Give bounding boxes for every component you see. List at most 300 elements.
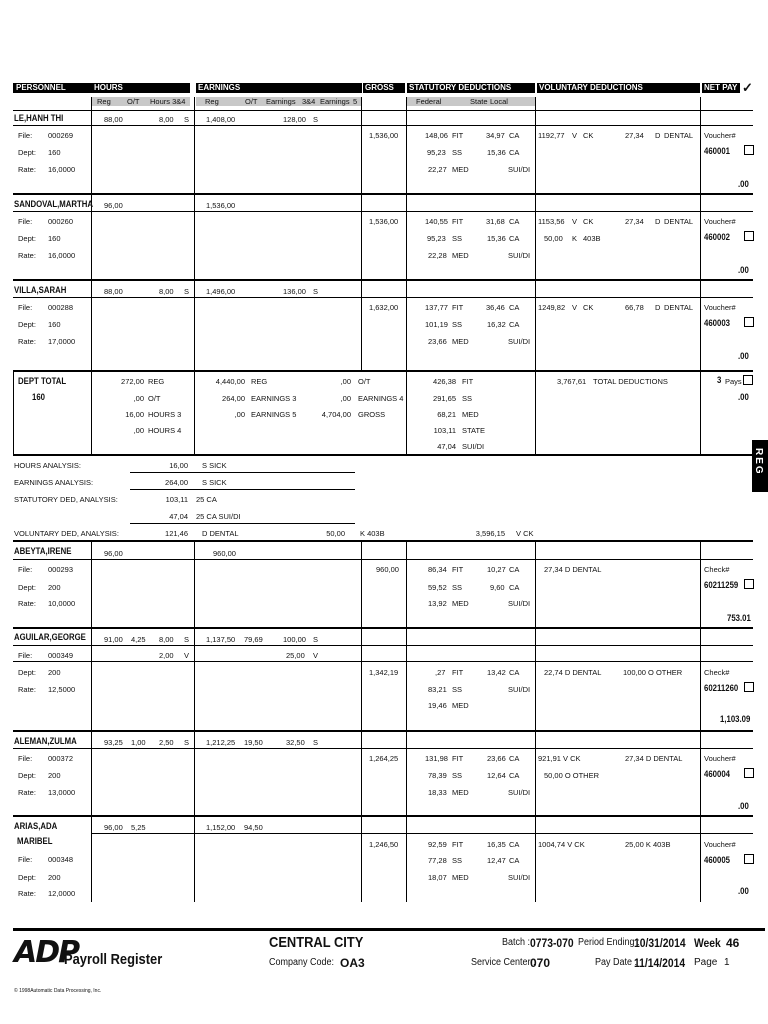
adp-logo: ADP	[14, 935, 79, 970]
company-code-label: Company Code:	[269, 957, 335, 968]
stat-fit: 131,98	[425, 754, 448, 763]
stat-med: 23,66	[428, 337, 447, 346]
stat-ss-label: SS	[452, 583, 463, 592]
stat-fit-label: FIT	[452, 668, 464, 677]
dept-stat-label: STATE	[462, 426, 486, 435]
hours-ot: 4,25	[131, 635, 146, 644]
header-net-pay: NET PAY	[702, 83, 740, 93]
stat-state2: 16,32	[487, 320, 506, 329]
checkbox[interactable]	[744, 579, 754, 589]
stat-fit-label: FIT	[452, 131, 464, 140]
stat-state2: 15,36	[487, 234, 506, 243]
stat-fit-label: FIT	[452, 840, 464, 849]
dept-number: 200	[48, 668, 61, 677]
rate-label: Rate:	[18, 165, 36, 174]
earn-reg: 1,536,00	[206, 201, 236, 210]
dept-number: 200	[48, 771, 61, 780]
stat-fit-label: FIT	[452, 754, 464, 763]
voluntary-analysis-code: K 403B	[360, 529, 385, 538]
dept-stat-label: SUI/DI	[462, 442, 485, 451]
period-ending: 10/31/2014	[634, 936, 686, 950]
vol-code3: K	[572, 234, 578, 243]
doc-number: 60211260	[704, 683, 739, 694]
statutory-analysis-code: 25 CA	[196, 495, 217, 504]
report-title: Payroll Register	[64, 951, 163, 968]
dept-total-dept: 160	[32, 392, 46, 403]
file-number: 000372	[48, 754, 74, 763]
dept-hours-value: ,00	[133, 426, 144, 435]
rate-value: 12,5000	[48, 685, 76, 694]
checkbox[interactable]	[744, 854, 754, 864]
hours-reg: 96,00	[104, 201, 123, 210]
statutory-analysis-label: STATUTORY DED, ANALYSIS:	[14, 495, 118, 504]
net-pay: .00	[738, 886, 749, 897]
stat-state2-label: CA	[509, 234, 520, 243]
stat-med-label: MED	[452, 165, 469, 174]
stat-state2: 9,60	[490, 583, 505, 592]
stat-state1-label: CA	[509, 131, 520, 140]
header-hours: HOURS	[92, 83, 190, 93]
stat-ss-label: SS	[452, 148, 463, 157]
employee-name: SANDOVAL,MARTHA	[14, 199, 94, 210]
vol-code2: D	[655, 131, 661, 140]
earn-34: 100,00	[283, 635, 306, 644]
company-name: CENTRAL CITY	[269, 934, 364, 951]
doc-number: 460002	[704, 232, 730, 243]
doc-number: 460004	[704, 769, 730, 780]
stat-med: 22,27	[428, 165, 447, 174]
sub-earn-ot: O/T	[245, 97, 258, 106]
hours-analysis-value: 16,00	[169, 461, 188, 470]
dept-number: 160	[48, 234, 61, 243]
pays-label: Pays	[725, 377, 742, 386]
dept-hours-label: REG	[148, 377, 165, 386]
page-label: Page	[694, 957, 718, 968]
dept-earn-value: ,00	[340, 394, 351, 403]
checkbox[interactable]	[744, 317, 754, 327]
dept-net-pay: .00	[738, 392, 749, 403]
rate-label: Rate:	[18, 599, 36, 608]
stat-state1-label: CA	[509, 840, 520, 849]
stat-suidi-label: SUI/DI	[508, 251, 531, 260]
employee-name-2: MARIBEL	[17, 836, 53, 847]
dept-earn-value: 4,440,00	[215, 377, 245, 386]
rate-value: 16,0000	[48, 251, 76, 260]
stat-state1: 16,35	[487, 840, 506, 849]
total-deductions-value: 3,767,61	[557, 377, 587, 386]
rate-label: Rate:	[18, 251, 36, 260]
earnings-analysis-value: 264,00	[165, 478, 188, 487]
statutory-analysis-value: 103,11	[165, 495, 188, 504]
earn-reg: 1,212,25	[206, 738, 236, 747]
rate-value: 12,0000	[48, 889, 76, 898]
stat-med-label: MED	[452, 337, 469, 346]
stat-med: 19,46	[428, 701, 447, 710]
hours-reg: 88,00	[104, 287, 123, 296]
rate-label: Rate:	[18, 889, 36, 898]
sub-stat-state: State	[470, 97, 488, 106]
stat-state1-label: CA	[509, 303, 520, 312]
stat-med: 18,33	[428, 788, 447, 797]
checkbox[interactable]	[744, 682, 754, 692]
stat-ss: 59,52	[428, 583, 447, 592]
reg-side-tab-label: REG	[753, 448, 764, 476]
earn-reg: 1,496,00	[206, 287, 236, 296]
earn-code: V	[313, 651, 319, 660]
vol-amount: 1153,56	[538, 217, 565, 226]
stat-fit: 148,06	[425, 131, 448, 140]
company-code: OA3	[340, 956, 365, 970]
vol-amount: 1249,82	[538, 303, 566, 312]
stat-med-label: MED	[452, 788, 469, 797]
stat-suidi-label: SUI/DI	[508, 337, 531, 346]
stat-med-label: MED	[452, 251, 469, 260]
hours-code: V	[184, 651, 190, 660]
check-mark-icon: ✓	[742, 80, 753, 95]
doc-label: Voucher#	[704, 217, 736, 226]
voluntary-analysis-label: VOLUNTARY DED, ANALYSIS:	[14, 529, 119, 538]
net-pay: .00	[738, 801, 749, 812]
earn-reg: 960,00	[213, 549, 236, 558]
rate-label: Rate:	[18, 788, 36, 797]
stat-state2: 12,64	[487, 771, 506, 780]
doc-number: 460005	[704, 855, 730, 866]
vol-deduction-extra: 100,00 O OTHER	[623, 668, 683, 677]
hours-34: 2,00	[159, 651, 174, 660]
earn-34: 25,00	[286, 651, 305, 660]
hours-reg: 93,25	[104, 738, 123, 747]
sub-earn-34: 3&4	[302, 97, 316, 106]
stat-ss-label: SS	[452, 320, 463, 329]
dept-earn-label: O/T	[358, 377, 371, 386]
hours-code: S	[184, 287, 190, 296]
hours-reg: 96,00	[104, 549, 123, 558]
earnings-analysis-code: S SICK	[202, 478, 227, 487]
vol-label: CK	[583, 217, 594, 226]
vol-code2: D	[655, 217, 661, 226]
week-label: Week	[694, 936, 721, 950]
hours-analysis-label: HOURS ANALYSIS:	[14, 461, 81, 470]
file-label: File:	[18, 651, 33, 660]
earn-code: S	[313, 635, 319, 644]
dept-label: Dept:	[18, 148, 36, 157]
rate-value: 16,0000	[48, 165, 76, 174]
earn-reg: 1,137,50	[206, 635, 236, 644]
dept-earn-value: 264,00	[222, 394, 245, 403]
net-pay: .00	[738, 179, 749, 190]
copyright: © 1998Automatic Data Processing, Inc.	[14, 988, 102, 994]
dept-hours-value: ,00	[133, 394, 144, 403]
sub-hours-34: Hours 3&4	[150, 97, 186, 106]
dept-stat-label: MED	[462, 410, 479, 419]
period-label: Period Ending :	[578, 937, 640, 948]
net-pay: .00	[738, 351, 749, 362]
dept-label: Dept:	[18, 234, 36, 243]
file-number: 000349	[48, 651, 74, 660]
stat-state2: 12,47	[487, 856, 506, 865]
stat-ss-label: SS	[452, 234, 463, 243]
dept-hours-label: HOURS 3	[148, 410, 182, 419]
file-label: File:	[18, 754, 33, 763]
earn-reg: 1,408,00	[206, 115, 236, 124]
sub-hours-ot: O/T	[127, 97, 140, 106]
dept-earn-label: GROSS	[358, 410, 386, 419]
doc-label: Voucher#	[704, 131, 736, 140]
stat-ss-label: SS	[452, 856, 463, 865]
file-label: File:	[18, 855, 33, 864]
stat-ss-label: SS	[452, 685, 463, 694]
stat-ss: 77,28	[428, 856, 447, 865]
sub-stat-federal: Federal	[416, 97, 442, 106]
stat-state2-label: CA	[509, 320, 520, 329]
vol-label: CK	[583, 303, 594, 312]
dept-number: 200	[48, 873, 61, 882]
earn-34: 32,50	[286, 738, 305, 747]
dept-stat-label: FIT	[462, 377, 474, 386]
earn-code: S	[313, 115, 319, 124]
doc-label: Check#	[704, 668, 730, 677]
hours-analysis-code: S SICK	[202, 461, 227, 470]
dept-stat-value: 426,38	[433, 377, 456, 386]
rate-value: 17,0000	[48, 337, 76, 346]
dept-label: Dept:	[18, 771, 36, 780]
rate-label: Rate:	[18, 685, 36, 694]
stat-state2: 15,36	[487, 148, 506, 157]
hours-code: S	[184, 115, 190, 124]
pays-count: 3	[717, 375, 722, 386]
vol-deduction: 921,91 V CK	[538, 754, 581, 763]
sub-earn-earnings: Earnings	[266, 97, 296, 106]
employee-name: ARIAS,ADA	[14, 821, 58, 832]
vol-amount2: 27,34	[625, 217, 644, 226]
voluntary-analysis-value: 3,596,15	[475, 529, 505, 538]
vol-deduction: 1004,74 V CK	[538, 840, 585, 849]
stat-state1: 13,42	[487, 668, 506, 677]
service-center-label: Service Center :	[471, 957, 536, 968]
dept-earn-value: ,00	[234, 410, 245, 419]
file-label: File:	[18, 303, 33, 312]
stat-ss-label: SS	[452, 771, 463, 780]
earn-reg: 1,152,00	[206, 823, 236, 832]
hours-ot: 5,25	[131, 823, 146, 832]
dept-earn-label: EARNINGS 5	[251, 410, 297, 419]
stat-state1-label: CA	[509, 754, 520, 763]
vol-deduction: 22,74 D DENTAL	[544, 668, 602, 677]
dept-earn-label: EARNINGS 3	[251, 394, 297, 403]
stat-fit-label: FIT	[452, 217, 464, 226]
employee-name: AGUILAR,GEORGE	[14, 632, 86, 643]
vol-deduction-extra: 27,34 D DENTAL	[625, 754, 683, 763]
checkbox[interactable]	[744, 231, 754, 241]
sub-hours-reg: Reg	[97, 97, 111, 106]
stat-suidi-label: SUI/DI	[508, 165, 531, 174]
dept-stat-value: 68,21	[437, 410, 456, 419]
stat-fit: ,27	[435, 668, 446, 677]
employee-name: LE,HANH THI	[14, 113, 64, 124]
stat-state2-label: CA	[509, 856, 520, 865]
vol-deduction: 27,34 D DENTAL	[544, 565, 602, 574]
batch-number: 0773-070	[530, 936, 574, 950]
doc-label: Check#	[704, 565, 730, 574]
pay-date-label: Pay Date :	[595, 957, 638, 968]
vol-label3: 403B	[583, 234, 601, 243]
stat-med-label: MED	[452, 599, 469, 608]
dept-earn-value: 4,704,00	[321, 410, 351, 419]
dept-earn-label: REG	[251, 377, 268, 386]
hours-34: 8,00	[159, 635, 174, 644]
employee-name: ABEYTA,IRENE	[14, 546, 72, 557]
dept-number: 160	[48, 320, 61, 329]
stat-med-label: MED	[452, 873, 469, 882]
dept-hours-label: O/T	[148, 394, 161, 403]
file-number: 000288	[48, 303, 74, 312]
file-label: File:	[18, 131, 33, 140]
vol-amount: 1192,77	[538, 131, 565, 140]
vol-label: CK	[583, 131, 594, 140]
dept-stat-value: 103,11	[433, 426, 456, 435]
checkbox[interactable]	[744, 145, 754, 155]
hours-code: S	[184, 738, 190, 747]
hours-reg: 91,00	[104, 635, 123, 644]
gross-amount: 1,536,00	[369, 131, 399, 140]
gross-amount: 960,00	[376, 565, 399, 574]
pay-date: 11/14/2014	[634, 956, 686, 970]
header-gross: GROSS	[363, 83, 405, 93]
dept-hours-label: HOURS 4	[148, 426, 182, 435]
earn-34: 136,00	[283, 287, 306, 296]
hours-reg: 96,00	[104, 823, 123, 832]
earn-34: 128,00	[283, 115, 306, 124]
rate-label: Rate:	[18, 337, 36, 346]
stat-ss: 95,23	[427, 234, 446, 243]
voluntary-analysis-value: 121,46	[165, 529, 188, 538]
rate-value: 13,0000	[48, 788, 76, 797]
header-statutory: STATUTORY DEDUCTIONS	[407, 83, 535, 93]
dept-number: 160	[48, 148, 61, 157]
vol-amount2: 27,34	[625, 131, 644, 140]
doc-label: Voucher#	[704, 840, 736, 849]
vol-deduction-extra: 25,00 K 403B	[625, 840, 671, 849]
vol-label2: DENTAL	[664, 303, 694, 312]
stat-suidi-label: SUI/DI	[508, 599, 531, 608]
stat-state1: 31,68	[486, 217, 505, 226]
employee-name: ALEMAN,ZULMA	[14, 736, 77, 747]
earn-ot: 19,50	[244, 738, 263, 747]
header-personnel: PERSONNEL	[13, 83, 93, 93]
dept-stat-value: 291,65	[433, 394, 456, 403]
hours-34: 8,00	[159, 115, 174, 124]
stat-med: 13,92	[428, 599, 447, 608]
stat-fit: 86,34	[428, 565, 447, 574]
earnings-analysis-label: EARNINGS ANALYSIS:	[14, 478, 94, 487]
dept-stat-label: SS	[462, 394, 473, 403]
statutory-analysis-value: 47,04	[169, 512, 188, 521]
earn-ot: 79,69	[244, 635, 263, 644]
stat-state1: 34,97	[486, 131, 505, 140]
checkbox[interactable]	[743, 375, 753, 385]
dept-label: Dept:	[18, 583, 36, 592]
vol-code: V	[572, 217, 578, 226]
week-number: 46	[726, 936, 740, 950]
dept-label: Dept:	[18, 668, 36, 677]
dept-label: Dept:	[18, 320, 36, 329]
total-deductions-label: TOTAL DEDUCTIONS	[593, 377, 668, 386]
rate-value: 10,0000	[48, 599, 76, 608]
stat-fit-label: FIT	[452, 565, 464, 574]
vol-label2: DENTAL	[664, 131, 694, 140]
service-center: 070	[530, 956, 551, 970]
doc-label: Voucher#	[704, 303, 736, 312]
batch-label: Batch :	[502, 937, 531, 948]
dept-earn-value: ,00	[340, 377, 351, 386]
file-label: File:	[18, 565, 33, 574]
gross-amount: 1,342,19	[369, 668, 399, 677]
stat-ss: 101,19	[425, 320, 448, 329]
file-label: File:	[18, 217, 33, 226]
net-pay: 753.01	[727, 613, 751, 624]
stat-state2-label: CA	[509, 771, 520, 780]
stat-state2-label: CA	[509, 148, 520, 157]
stat-med-label: MED	[452, 701, 469, 710]
stat-ss: 83,21	[428, 685, 447, 694]
stat-suidi-label: SUI/DI	[508, 788, 531, 797]
stat-med: 18,07	[428, 873, 447, 882]
stat-state1: 23,66	[487, 754, 506, 763]
hours-reg: 88,00	[104, 115, 123, 124]
dept-stat-value: 47,04	[437, 442, 456, 451]
hours-code: S	[184, 635, 190, 644]
voluntary-analysis-code: D DENTAL	[202, 529, 239, 538]
vol-code: V	[572, 131, 578, 140]
doc-number: 460001	[704, 146, 730, 157]
hours-34: 2,50	[159, 738, 174, 747]
file-number: 000293	[48, 565, 74, 574]
net-pay: 1,103.09	[720, 714, 751, 725]
checkbox[interactable]	[744, 768, 754, 778]
earn-code: S	[313, 738, 319, 747]
vol-deduction-2: 50,00 O OTHER	[544, 771, 600, 780]
stat-state1-label: CA	[509, 217, 520, 226]
stat-state2-label: CA	[509, 583, 520, 592]
employee-name: VILLA,SARAH	[14, 285, 67, 296]
sub-earn-reg: Reg	[205, 97, 219, 106]
doc-label: Voucher#	[704, 754, 736, 763]
dept-earn-label: EARNINGS 4	[358, 394, 404, 403]
stat-fit: 92,59	[428, 840, 447, 849]
dept-label: Dept:	[18, 873, 36, 882]
vol-label2: DENTAL	[664, 217, 694, 226]
voluntary-analysis-code: V CK	[516, 529, 534, 538]
net-pay: .00	[738, 265, 749, 276]
sub-earn-earnings5: Earnings	[320, 97, 350, 106]
stat-fit: 140,55	[425, 217, 448, 226]
file-number: 000269	[48, 131, 74, 140]
file-number: 000260	[48, 217, 74, 226]
dept-total-title: DEPT TOTAL	[18, 376, 67, 387]
stat-fit-label: FIT	[452, 303, 464, 312]
stat-state1: 10,27	[487, 565, 506, 574]
dept-number: 200	[48, 583, 61, 592]
sub-earn-5: 5	[353, 97, 358, 106]
vol-amount2: 66,78	[625, 303, 644, 312]
vol-code: V	[572, 303, 578, 312]
gross-amount: 1,264,25	[369, 754, 399, 763]
gross-amount: 1,536,00	[369, 217, 399, 226]
gross-amount: 1,246,50	[369, 840, 399, 849]
stat-state1-label: CA	[509, 668, 520, 677]
hours-34: 8,00	[159, 287, 174, 296]
stat-ss: 78,39	[428, 771, 447, 780]
